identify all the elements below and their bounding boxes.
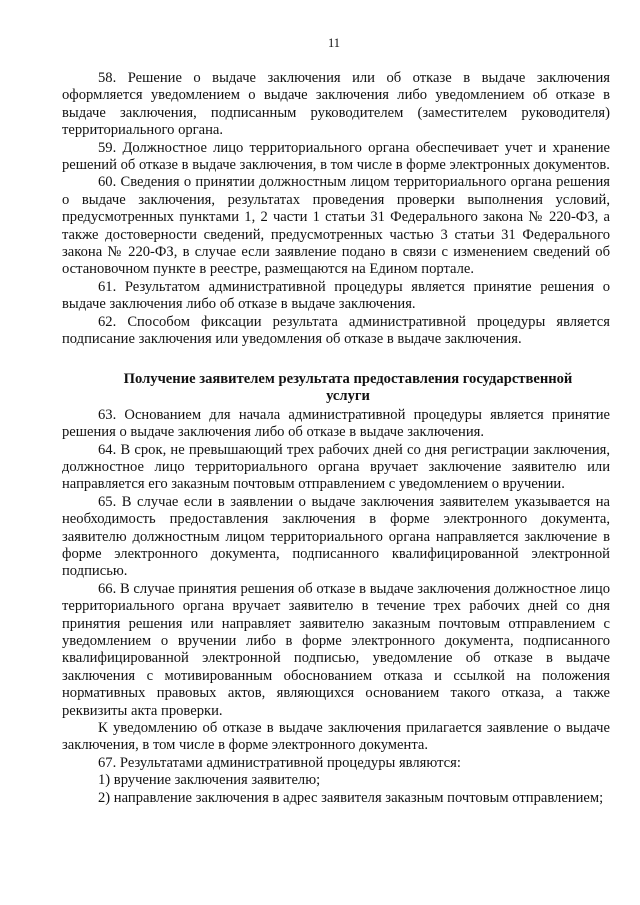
paragraph-64: 64. В срок, не превышающий трех рабочих дней со дня регистрации заключения, должностное лицо территориального органа вручает заключение заявителю или направляется его заказным почтовым отправлением с уведомлением о вручении. (62, 441, 610, 493)
paragraph-63: 63. Основанием для начала административной процедуры является принятие решения о выдаче заключения либо об отказе в выдаче заключения. (62, 406, 610, 441)
section-heading: Получение заявителем результата предоставления государственной услуги (123, 370, 573, 405)
list-item-1: 1) вручение заключения заявителю; (98, 772, 321, 789)
paragraph-60: 60. Сведения о принятии должностным лицом территориального органа решения о выдаче заключения, результатах проведения проверки выполнения условий, предусмотренных пунктами 1, 2 части 1 статьи 31 Федерального закона № 220-ФЗ, а также достоверности сведений, предусмотренных частью 3 статьи 31 Федерального закона № 220-ФЗ, в случае если заявление подано в связи с изменением сведений об остановочном пункте в реестре, размещаются на Едином портале. (62, 174, 610, 278)
paragraph-61: 61. Результатом административной процедуры является принятие решения о выдаче заключения либо об отказе в выдаче заключения. (62, 278, 610, 313)
paragraph-62: 62. Способом фиксации результата административной процедуры является подписание заключения или уведомления об отказе в выдаче заключения. (62, 313, 610, 348)
paragraph-65: 65. В случае если в заявлении о выдаче заключения заявителем указывается на необходимость предоставления заключения в форме электронного документа, заявителю должностным лицом территориального органа направляется заключение в форме электронного документа, подписанного квалифицированной электронной подписью. (62, 493, 610, 580)
paragraph-66-attachment: К уведомлению об отказе в выдаче заключения прилагается заявление о выдаче заключения, в том числе в форме электронного документа. (62, 720, 610, 754)
paragraph-59: 59. Должностное лицо территориального органа обеспечивает учет и хранение решений об отказе в выдаче заключения, в том числе в форме электронных документов. (62, 139, 610, 174)
list-item-2: 2) направление заключения в адрес заявителя заказным почтовым отправлением; (98, 789, 604, 806)
paragraph-58: 58. Решение о выдаче заключения или об отказе в выдаче заключения оформляется уведомлением о выдаче заключения либо уведомлением об отказе в выдаче заключения, подписанным руководителем (заместителем руководителя) территориального органа. (62, 70, 610, 139)
paragraph-67: 67. Результатами административной процедуры являются: (98, 754, 461, 771)
page-number: 11 (327, 36, 341, 50)
paragraph-66: 66. В случае принятия решения об отказе в выдаче заключения должностное лицо территориального органа вручает заявителю в течение трех рабочих дней со дня принятия решения или направляет заявителю заказным почтовым отправлением с уведомлением о вручении либо в форме электронного документа, подписанного квалифицированной электронной подписью, уведомление об отказе в выдаче заключения с мотивированным обоснованием отказа и ссылкой на положения нормативных правовых актов, являющихся основанием такого отказа, а также реквизиты акта проверки. (62, 580, 610, 719)
